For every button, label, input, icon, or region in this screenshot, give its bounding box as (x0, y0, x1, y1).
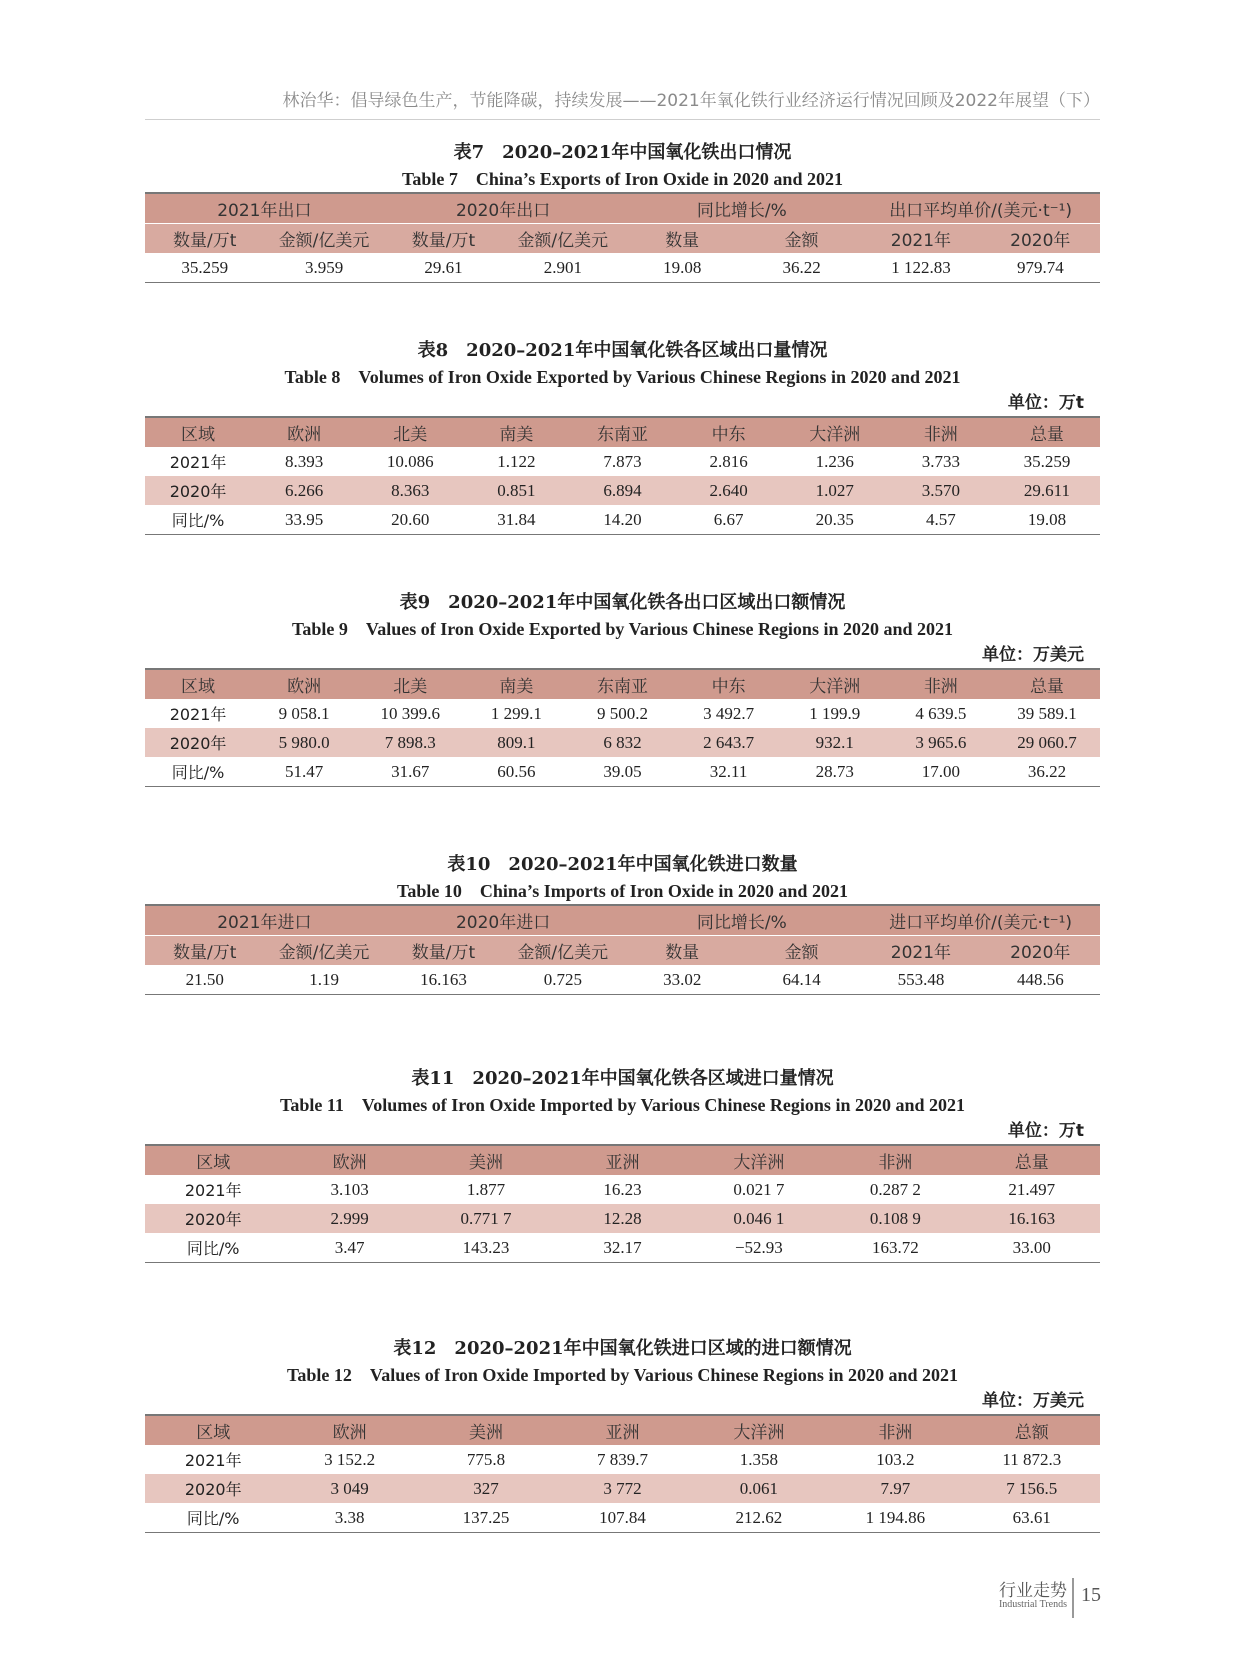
table11-cell: 12.28 (554, 1204, 690, 1233)
table9-cell: 36.22 (994, 757, 1100, 787)
table11-cell: 21.497 (1008, 1179, 1056, 1199)
table9-header: 南美 (463, 669, 569, 699)
table11-row-label: 同比/% (145, 1233, 281, 1263)
table11-cell: 0.046 1 (691, 1204, 827, 1233)
table12-caption-en: Table 12 Values of Iron Oxide Imported by Various Chinese Regions in 2020 and 2021 (287, 1365, 958, 1385)
table9-cell: 32.11 (676, 757, 782, 787)
table11-header: 亚洲 (554, 1145, 690, 1175)
table12-header: 大洋洲 (691, 1415, 827, 1445)
table9-cell: 17.00 (888, 757, 994, 787)
table11-unit: 单位：万t (1007, 1121, 1084, 1141)
table12-row-label: 2020年 (145, 1474, 281, 1503)
table11 (145, 1144, 1100, 1263)
table8-cell: 1.236 (815, 451, 854, 471)
table9-header: 大洋洲 (782, 669, 888, 699)
table7-group-header: 出口平均单价/(美元·t⁻¹) (861, 193, 1100, 224)
table10-group-header: 2020年进口 (384, 905, 623, 936)
table11-header: 大洋洲 (691, 1145, 827, 1175)
table11-cell: 33.00 (964, 1233, 1100, 1263)
table7-cell: 35.259 (145, 253, 264, 283)
table12-cell: 7.97 (827, 1474, 963, 1503)
table9-cell: 5 980.0 (251, 728, 357, 757)
table7-group-header: 2021年出口 (145, 193, 384, 224)
table12-block (145, 1336, 1100, 1533)
table10-sub-header: 数量/万t (145, 936, 264, 966)
table9-cell: 9 058.1 (278, 703, 330, 723)
table8-cell: 20.60 (357, 505, 463, 535)
table9-cell: 51.47 (251, 757, 357, 787)
table11-cell: 32.17 (554, 1233, 690, 1263)
table11-row-label: 2021年 (184, 1181, 242, 1200)
table7-group-header: 2020年出口 (384, 193, 623, 224)
table12-cell: 11 872.3 (1002, 1449, 1062, 1469)
table9-cell: 2 643.7 (676, 728, 782, 757)
table9-header: 北美 (357, 669, 463, 699)
table10-sub-header: 金额/亿美元 (264, 936, 383, 966)
table8-header: 东南亚 (569, 417, 675, 447)
table9-block (145, 590, 1100, 787)
table9-cell: 809.1 (463, 728, 569, 757)
table11-cell: 1.877 (466, 1179, 506, 1199)
table7-cell: 3.959 (264, 253, 383, 283)
table11-cell: 3.103 (330, 1179, 369, 1199)
table9-header: 非洲 (888, 669, 994, 699)
table11-caption-en: Table 11 Volumes of Iron Oxide Imported by Various Chinese Regions in 2020 and 2021 (280, 1095, 965, 1115)
table11-cell: 0.771 7 (418, 1204, 554, 1233)
table9-cell: 29 060.7 (994, 728, 1100, 757)
table8-cell: 0.851 (463, 476, 569, 505)
table11-caption-cn: 表11 2020–2021年中国氧化铁各区域进口量情况 (411, 1068, 834, 1089)
table12-row-label: 2021年 (184, 1451, 242, 1470)
table-row (145, 1175, 1100, 1204)
table11-header: 区域 (145, 1145, 281, 1175)
table-row (145, 699, 1100, 728)
page-number: 15 (1081, 1584, 1101, 1606)
footer-section-en: Industrial Trends (998, 1599, 1067, 1610)
table12-cell: 1 194.86 (827, 1503, 963, 1533)
table-row (145, 965, 1100, 995)
footer-section-cn: 行业走势 (999, 1581, 1067, 1601)
table12-header: 亚洲 (554, 1415, 690, 1445)
table12-cell: 3.38 (281, 1503, 417, 1533)
table9-caption-en: Table 9 Values of Iron Oxide Exported by Various Chinese Regions in 2020 and 2021 (292, 619, 953, 639)
table9 (145, 668, 1100, 787)
table12 (145, 1414, 1100, 1533)
footer-divider (1072, 1578, 1074, 1618)
table8-cell: 20.35 (782, 505, 888, 535)
table8-header: 南美 (463, 417, 569, 447)
table10 (145, 904, 1100, 995)
table-row (145, 1474, 1100, 1503)
table11-header: 总量 (964, 1145, 1100, 1175)
table8-cell: 3.570 (888, 476, 994, 505)
table8-cell: 1.122 (497, 451, 536, 471)
table12-cell: 212.62 (691, 1503, 827, 1533)
table8-header: 总量 (994, 417, 1100, 447)
table9-cell: 31.67 (357, 757, 463, 787)
table11-cell: 0.108 9 (827, 1204, 963, 1233)
table7-sub-header: 数量/万t (384, 224, 503, 254)
table-row (145, 1445, 1100, 1474)
table7-caption-cn: 表7 2020–2021年中国氧化铁出口情况 (453, 142, 792, 163)
table9-cell: 39.05 (569, 757, 675, 787)
table12-cell: 107.84 (554, 1503, 690, 1533)
table7-sub-header: 数量 (623, 224, 742, 254)
table8-cell: 31.84 (463, 505, 569, 535)
table10-cell: 64.14 (742, 965, 861, 995)
table12-row-label: 同比/% (145, 1503, 281, 1533)
table11-cell: 0.021 7 (733, 1179, 785, 1199)
table11-cell: 3.47 (281, 1233, 417, 1263)
table12-cell: 3 049 (281, 1474, 417, 1503)
table9-cell: 1 299.1 (490, 703, 542, 723)
table10-sub-header: 数量 (623, 936, 742, 966)
table10-sub-header: 2021年 (861, 936, 980, 966)
table11-row-label: 2020年 (145, 1204, 281, 1233)
table-row (145, 757, 1100, 787)
table9-cell: 7 898.3 (357, 728, 463, 757)
table8-header: 大洋洲 (782, 417, 888, 447)
table9-header: 总量 (994, 669, 1100, 699)
table7-sub-header: 2020年 (981, 224, 1100, 254)
table-row (145, 1503, 1100, 1533)
table9-cell: 3 492.7 (703, 703, 755, 723)
table8-header: 北美 (357, 417, 463, 447)
table-row (145, 447, 1100, 476)
table8-caption-en: Table 8 Volumes of Iron Oxide Exported by Various Chinese Regions in 2020 and 2021 (284, 367, 961, 387)
table12-cell: 103.2 (876, 1449, 915, 1469)
table8-cell: 2.816 (709, 451, 748, 471)
table7-group-header: 同比增长/% (623, 193, 862, 224)
footer-section-label (985, 1576, 1067, 1610)
table8-cell: 6.266 (251, 476, 357, 505)
table8-cell: 8.393 (285, 451, 324, 471)
table11-cell: 0.287 2 (869, 1179, 921, 1199)
table11-header: 美洲 (418, 1145, 554, 1175)
table9-cell: 28.73 (782, 757, 888, 787)
table12-cell: 775.8 (466, 1449, 506, 1469)
table8-cell: 4.57 (888, 505, 994, 535)
table-row (145, 476, 1100, 505)
table8-caption-cn: 表8 2020–2021年中国氧化铁各区域出口量情况 (417, 340, 828, 361)
table12-caption-cn: 表12 2020–2021年中国氧化铁进口区域的进口额情况 (393, 1338, 852, 1359)
table11-cell: −52.93 (691, 1233, 827, 1263)
table-row (145, 253, 1100, 283)
table11-cell: 16.163 (964, 1204, 1100, 1233)
table8-cell: 8.363 (357, 476, 463, 505)
table12-cell: 3 772 (554, 1474, 690, 1503)
table8-cell: 29.611 (994, 476, 1100, 505)
table7-cell: 979.74 (981, 253, 1100, 283)
table-row (145, 728, 1100, 757)
table10-sub-header: 金额/亿美元 (503, 936, 622, 966)
table8-cell: 7.873 (603, 451, 642, 471)
table12-header: 美洲 (418, 1415, 554, 1445)
table7-sub-header: 金额/亿美元 (264, 224, 383, 254)
table9-cell: 3 965.6 (888, 728, 994, 757)
table8-row-label: 2020年 (145, 476, 251, 505)
table12-cell: 3 152.2 (324, 1449, 376, 1469)
table11-cell: 143.23 (418, 1233, 554, 1263)
table10-cell: 16.163 (384, 965, 503, 995)
table10-caption-cn: 表10 2020–2021年中国氧化铁进口数量 (447, 854, 798, 875)
table12-header: 区域 (145, 1415, 281, 1445)
table11-cell: 16.23 (603, 1179, 642, 1199)
table8-unit: 单位：万t (1007, 393, 1084, 413)
table8-header: 非洲 (888, 417, 994, 447)
table8-header: 中东 (676, 417, 782, 447)
table9-cell: 6 832 (569, 728, 675, 757)
table7-block (145, 140, 1100, 283)
table-row (145, 1204, 1100, 1233)
table8-cell: 19.08 (994, 505, 1100, 535)
table12-cell: 327 (418, 1474, 554, 1503)
table9-row-label: 同比/% (145, 757, 251, 787)
table10-group-header: 同比增长/% (623, 905, 862, 936)
table7-sub-header: 金额/亿美元 (503, 224, 622, 254)
table7-cell: 2.901 (503, 253, 622, 283)
table10-cell: 1.19 (264, 965, 383, 995)
table8-header: 区域 (145, 417, 251, 447)
table10-cell: 0.725 (503, 965, 622, 995)
table9-cell: 10 399.6 (380, 703, 441, 723)
table8-cell: 6.894 (569, 476, 675, 505)
table12-cell: 0.061 (691, 1474, 827, 1503)
table8-cell: 2.640 (676, 476, 782, 505)
table-row (145, 1233, 1100, 1263)
table7-sub-header: 2021年 (861, 224, 980, 254)
table10-cell: 553.48 (861, 965, 980, 995)
table10-group-header: 2021年进口 (145, 905, 384, 936)
table9-cell: 4 639.5 (915, 703, 967, 723)
table8-row-label: 同比/% (145, 505, 251, 535)
table9-unit: 单位：万美元 (982, 645, 1084, 665)
table7-cell: 29.61 (384, 253, 503, 283)
table11-header: 欧洲 (281, 1145, 417, 1175)
table10-caption-en: Table 10 China’s Imports of Iron Oxide in 2020 and 2021 (397, 881, 848, 901)
table10-sub-header: 2020年 (981, 936, 1100, 966)
table9-cell: 39 589.1 (1017, 703, 1077, 723)
table9-row-label: 2020年 (145, 728, 251, 757)
table8-cell: 10.086 (386, 451, 434, 471)
table12-cell: 1.358 (739, 1449, 779, 1469)
table9-header: 区域 (145, 669, 251, 699)
table8-cell: 35.259 (1023, 451, 1071, 471)
table7-cell: 19.08 (623, 253, 742, 283)
table12-header: 总额 (964, 1415, 1100, 1445)
table8-cell: 1.027 (782, 476, 888, 505)
running-header: 林治华：倡导绿色生产，节能降碳，持续发展——2021年氧化铁行业经济运行情况回顾及2022年展望（下） (145, 86, 1100, 120)
table7-sub-header: 金额 (742, 224, 861, 254)
table-row (145, 505, 1100, 535)
table11-header: 非洲 (827, 1145, 963, 1175)
table9-header: 中东 (676, 669, 782, 699)
table8-cell: 14.20 (569, 505, 675, 535)
table10-group-header: 进口平均单价/(美元·t⁻¹) (861, 905, 1100, 936)
table7-sub-header: 数量/万t (145, 224, 264, 254)
table9-cell: 932.1 (782, 728, 888, 757)
table9-cell: 1 199.9 (809, 703, 861, 723)
table12-header: 非洲 (827, 1415, 963, 1445)
table11-cell: 163.72 (827, 1233, 963, 1263)
table8 (145, 416, 1100, 535)
table10-cell: 21.50 (145, 965, 264, 995)
table8-row-label: 2021年 (169, 453, 227, 472)
table9-cell: 60.56 (463, 757, 569, 787)
table7-cell: 36.22 (742, 253, 861, 283)
table8-cell: 3.733 (921, 451, 960, 471)
table11-cell: 2.999 (281, 1204, 417, 1233)
table7-caption-en: Table 7 China’s Exports of Iron Oxide in 2020 and 2021 (402, 169, 843, 189)
table12-cell: 137.25 (418, 1503, 554, 1533)
table9-header: 东南亚 (569, 669, 675, 699)
table7-cell: 1 122.83 (861, 253, 980, 283)
table12-cell: 63.61 (964, 1503, 1100, 1533)
table8-cell: 6.67 (676, 505, 782, 535)
table9-header: 欧洲 (251, 669, 357, 699)
table10-sub-header: 数量/万t (384, 936, 503, 966)
table9-caption-cn: 表9 2020–2021年中国氧化铁各出口区域出口额情况 (399, 592, 846, 613)
table10-cell: 448.56 (981, 965, 1100, 995)
table9-row-label: 2021年 (169, 705, 227, 724)
table10-cell: 33.02 (623, 965, 742, 995)
table12-cell: 7 839.7 (596, 1449, 648, 1469)
table12-cell: 7 156.5 (964, 1474, 1100, 1503)
table12-unit: 单位：万美元 (982, 1391, 1084, 1411)
table10-block (145, 852, 1100, 995)
table8-header: 欧洲 (251, 417, 357, 447)
table8-cell: 33.95 (251, 505, 357, 535)
table12-header: 欧洲 (281, 1415, 417, 1445)
table10-sub-header: 金额 (742, 936, 861, 966)
table8-block (145, 338, 1100, 535)
table7 (145, 192, 1100, 283)
table9-cell: 9 500.2 (596, 703, 648, 723)
table11-block (145, 1066, 1100, 1263)
